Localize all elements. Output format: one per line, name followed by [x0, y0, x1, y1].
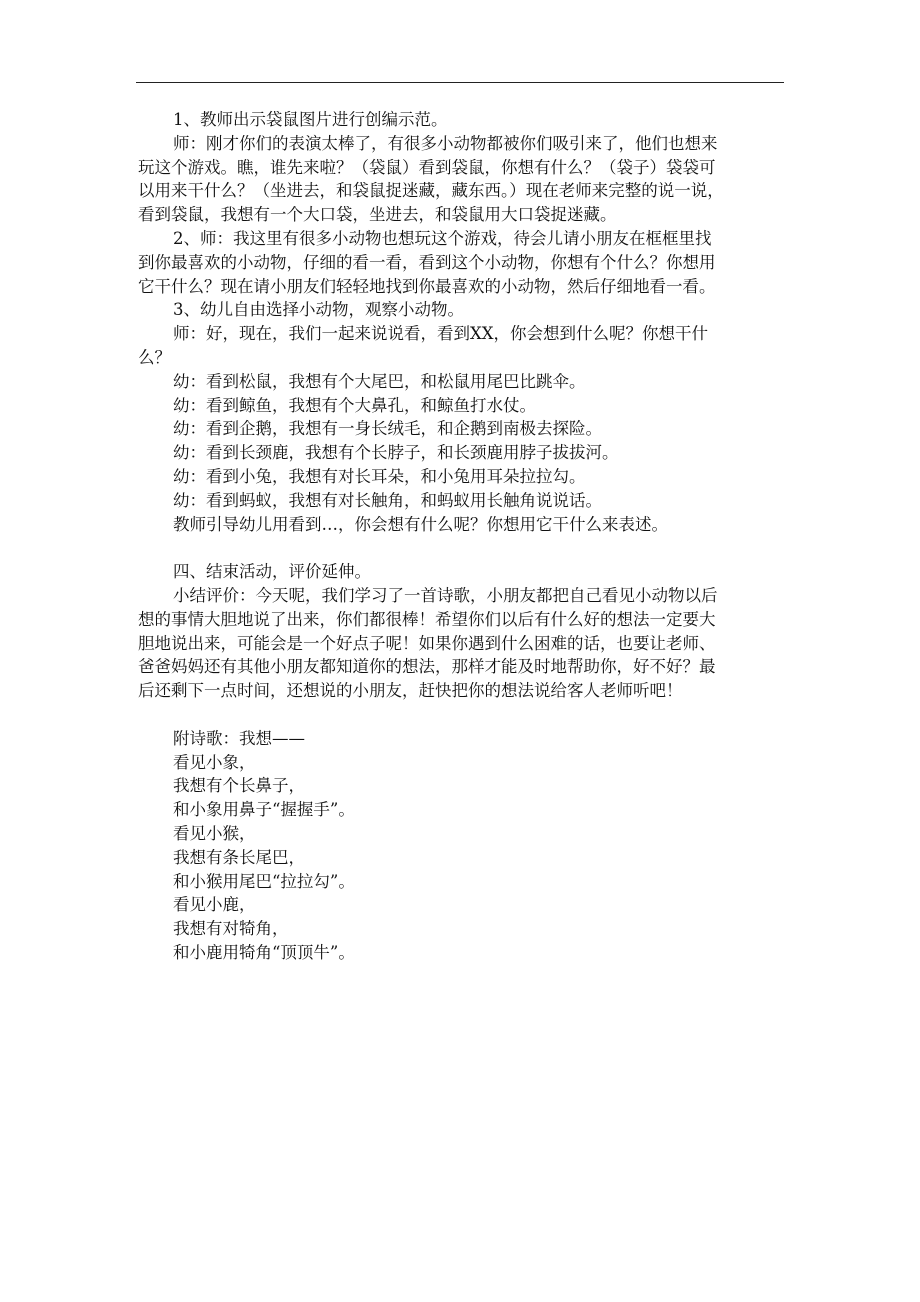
paragraph-line: 师：好，现在，我们一起来说说看，看到XX，你会想到什么呢？你想干什 [173, 324, 708, 344]
poem-title: 附诗歌：我想—— [173, 728, 305, 748]
paragraph-line: 以用来干什么？（坐进去，和袋鼠捉迷藏，藏东西。）现在老师来完整的说一说， [138, 181, 724, 201]
paragraph-line: 2、师：我这里有很多小动物也想玩这个游戏，待会儿请小朋友在框框里找 [173, 228, 712, 248]
section-conclusion [138, 560, 788, 703]
poem-line: 和小象用鼻子“握握手”。 [173, 800, 355, 820]
paragraph-line: 幼：看到鲸鱼，我想有个大鼻孔，和鲸鱼打水仗。 [173, 395, 536, 415]
poem-line: 我想有对犄角， [173, 919, 289, 939]
blank-line [138, 703, 788, 727]
paragraph-line: 幼：看到企鹅，我想有一身长绒毛，和企鹅到南极去探险。 [173, 419, 602, 439]
paragraph-line: 3、幼儿自由选择小动物，观察小动物。 [173, 300, 464, 320]
paragraph-line: 爸爸妈妈还有其他小朋友都知道你的想法，那样才能及时地帮助你，好不好？最 [138, 657, 716, 677]
paragraph-line: 玩这个游戏。瞧，谁先来啦？（袋鼠）看到袋鼠，你想有什么？（袋子）袋袋可 [138, 157, 716, 177]
poem [138, 727, 788, 965]
paragraph-line: 到你最喜欢的小动物，仔细的看一看，看到这个小动物，你想有个什么？你想用 [138, 252, 716, 272]
paragraph-line: 幼：看到小兔，我想有对长耳朵，和小兔用耳朵拉拉勾。 [173, 466, 586, 486]
paragraph-line: 幼：看到蚂蚁，我想有对长触角，和蚂蚁用长触角说说话。 [173, 490, 602, 510]
paragraph-line: 它干什么？现在请小朋友们轻轻地找到你最喜欢的小动物，然后仔细地看一看。 [138, 276, 716, 296]
paragraph-line: 四、结束活动，评价延伸。 [173, 562, 371, 582]
document-body [138, 108, 788, 965]
poem-line: 我想有个长鼻子， [173, 776, 305, 796]
poem-line: 我想有条长尾巴， [173, 847, 305, 867]
poem-lines [138, 751, 788, 965]
paragraph-line: 想的事情大胆地说了出来，你们都很棒！希望你们以后有什么好的想法一定要大 [138, 609, 716, 629]
poem-line: 看见小猴， [173, 823, 256, 843]
paragraph-line: 教师引导幼儿用看到…，你会想有什么呢？你想用它干什么来表述。 [173, 514, 668, 534]
paragraph-line: 幼：看到松鼠，我想有个大尾巴，和松鼠用尾巴比跳伞。 [173, 371, 586, 391]
activity-steps [138, 108, 788, 536]
paragraph-line: 小结评价：今天呢，我们学习了一首诗歌，小朋友都把自己看见小动物以后 [173, 585, 718, 605]
paragraph-line: 看到袋鼠，我想有一个大口袋，坐进去，和袋鼠用大口袋捉迷藏。 [138, 205, 617, 225]
poem-line: 和小鹿用犄角“顶顶牛”。 [173, 942, 355, 962]
header-rule [136, 82, 784, 83]
paragraph-line: 么？ [138, 347, 171, 367]
poem-line: 和小猴用尾巴“拉拉勾”。 [173, 871, 355, 891]
blank-line [138, 536, 788, 560]
paragraph-line: 师：刚才你们的表演太棒了，有很多小动物都被你们吸引来了，他们也想来 [173, 133, 718, 153]
paragraph-line: 幼：看到长颈鹿，我想有个长脖子，和长颈鹿用脖子拔拔河。 [173, 443, 619, 463]
poem-line: 看见小鹿， [173, 895, 256, 915]
paragraph-line: 后还剩下一点时间，还想说的小朋友，赶快把你的想法说给客人老师听吧！ [138, 681, 683, 701]
paragraph-line: 1、教师出示袋鼠图片进行创编示范。 [173, 110, 448, 129]
poem-line: 看见小象， [173, 752, 256, 772]
paragraph-line: 胆地说出来，可能会是一个好点子呢！如果你遇到什么困难的话，也要让老师、 [138, 633, 716, 653]
